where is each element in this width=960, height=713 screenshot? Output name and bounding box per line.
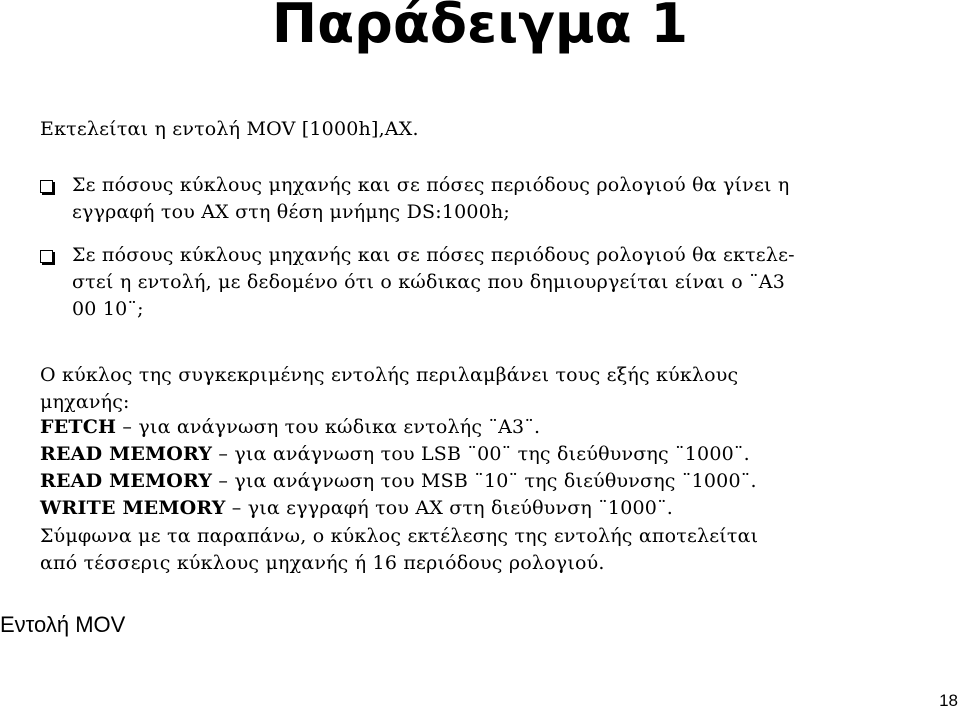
step-text: – για ανάγνωση του MSB ¨10¨ της διεύθυνσης ¨1000¨. <box>212 470 757 492</box>
question-1-line-2: εγγραφή του AX στη θέση μνήμης DS:1000h; <box>72 201 511 223</box>
page-number: 18 <box>939 691 958 710</box>
question-2-line-1: Σε πόσους κύκλους μηχανής και σε πόσες περιόδους ρολογιού θα εκτελε- <box>72 244 795 266</box>
step-label: READ MEMORY <box>40 443 213 465</box>
step-label: WRITE MEMORY <box>40 497 226 519</box>
answer-line-2: μηχανής: <box>40 391 130 413</box>
question-2-line-2: στεί η εντολή, με δεδομένο ότι ο κώδικας που δημιουργείται είναι ο ¨A3 <box>72 271 785 293</box>
step-read-memory-msb <box>40 468 757 495</box>
step-text: – για ανάγνωση του κώδικα εντολής ¨A3¨. <box>116 416 541 438</box>
scanned-textbook-excerpt <box>34 112 900 584</box>
step-write-memory <box>40 495 673 522</box>
step-text: – για ανάγνωση του LSB ¨00¨ της διεύθυνσης ¨1000¨. <box>212 443 750 465</box>
conclusion-line-1: Σύμφωνα με τα παραπάνω, ο κύκλος εκτέλεσης της εντολής αποτελείται <box>40 525 759 547</box>
answer-line-1: Ο κύκλος της συγκεκριμένης εντολής περιλαμβάνει τους εξής κύκλους <box>40 364 739 386</box>
checkbox-icon <box>40 250 53 263</box>
conclusion-line-2: από τέσσερις κύκλους μηχανής ή 16 περιόδους ρολογιού. <box>40 552 605 574</box>
question-1-line-1: Σε πόσους κύκλους μηχανής και σε πόσες περιόδους ρολογιού θα γίνει η <box>72 174 790 196</box>
step-label: FETCH <box>40 416 117 438</box>
step-text: – για εγγραφή του AX στη διεύθυνση ¨1000¨. <box>225 497 674 519</box>
slide-title: Παράδειγμα 1 <box>271 0 689 55</box>
step-label: READ MEMORY <box>40 470 213 492</box>
intro-line: Εκτελείται η εντολή MOV [1000h],AX. <box>40 118 419 140</box>
step-read-memory-lsb <box>40 441 750 468</box>
footer-label: Εντολή MOV <box>0 612 126 637</box>
question-2-line-3: 00 10¨; <box>72 298 144 320</box>
step-fetch <box>40 414 540 441</box>
checkbox-icon <box>40 180 53 193</box>
